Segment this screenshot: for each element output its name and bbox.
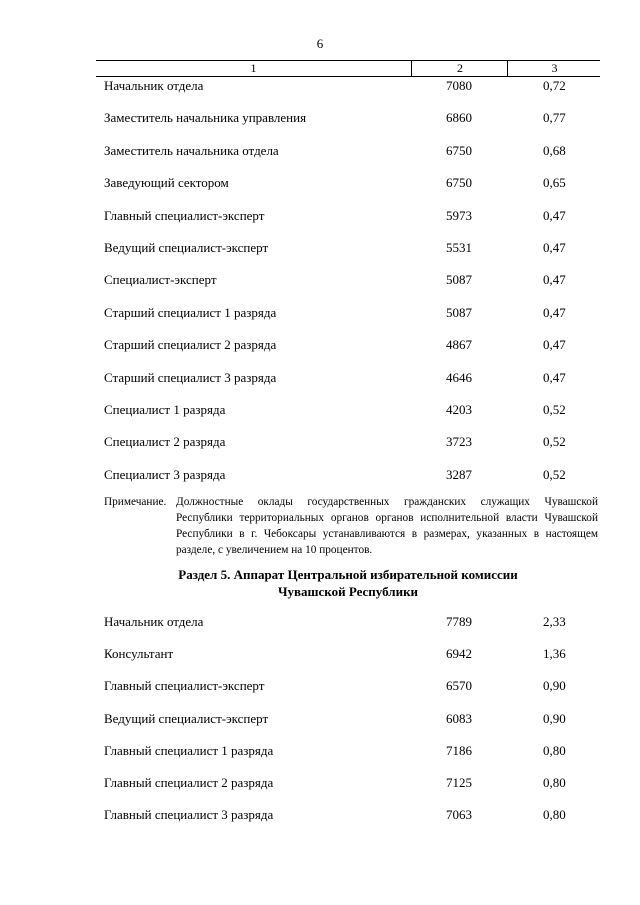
table-row (0, 775, 640, 793)
position-name: Главный специалист 3 разряда (104, 807, 274, 823)
coefficient-value: 0,47 (543, 207, 566, 223)
position-name: Специалист 2 разряда (104, 434, 226, 450)
coefficient-value: 2,33 (543, 614, 566, 629)
salary-value: 6750 (446, 142, 472, 158)
coefficient-value: 0,47 (543, 369, 566, 385)
table-row (0, 370, 640, 388)
table-row (0, 305, 640, 323)
position-name: Главный специалист 1 разряда (104, 742, 274, 758)
position-name: Заместитель начальника отдела (104, 142, 279, 158)
coefficient-value: 0,80 (543, 742, 566, 758)
position-name: Главный специалист-эксперт (104, 207, 265, 223)
coefficient-value: 0,52 (543, 466, 566, 482)
coefficient-value: 1,36 (543, 646, 566, 662)
position-name: Начальник отдела (104, 78, 204, 93)
coefficient-value: 0,47 (543, 272, 566, 288)
position-name: Старший специалист 1 разряда (104, 304, 277, 320)
position-name: Специалист 1 разряда (104, 402, 226, 417)
coefficient-value: 0,72 (543, 78, 566, 93)
table-row (0, 337, 640, 355)
table-row (0, 614, 640, 632)
salary-value: 6750 (446, 175, 472, 191)
position-name: Консультант (104, 646, 174, 662)
coefficient-value: 0,90 (543, 678, 566, 694)
coefficient-value: 0,80 (543, 775, 566, 790)
page-number: 6 (316, 36, 324, 51)
salary-value: 6860 (446, 110, 472, 126)
table-row (0, 175, 640, 193)
salary-value: 7789 (446, 614, 472, 629)
position-name: Начальник отдела (104, 614, 204, 629)
salary-value: 7125 (446, 775, 472, 790)
coefficient-value: 0,80 (543, 807, 566, 823)
coefficient-value: 0,47 (543, 337, 566, 353)
salary-value: 5973 (446, 207, 472, 223)
position-name: Старший специалист 3 разряда (104, 369, 277, 385)
salary-value: 6570 (446, 678, 472, 694)
salary-value: 5087 (446, 304, 472, 320)
position-name: Заместитель начальника управления (104, 110, 307, 126)
table-row (0, 240, 640, 258)
position-name: Главный специалист-эксперт (104, 678, 265, 694)
column-header-1: 1 (250, 61, 257, 75)
position-name: Специалист-эксперт (104, 272, 217, 288)
coefficient-value: 0,52 (543, 402, 566, 417)
coefficient-value: 0,65 (543, 175, 566, 191)
table-row (0, 646, 640, 664)
salary-value: 4203 (446, 402, 472, 417)
section-5-title-line-1: Раздел 5. Аппарат Центральной избирательной комиссии (178, 567, 518, 582)
table-row (0, 807, 640, 825)
table-row (0, 678, 640, 696)
coefficient-value: 0,90 (543, 710, 566, 726)
table-row (0, 78, 640, 96)
salary-value: 5087 (446, 272, 472, 288)
table-row (0, 402, 640, 420)
table-row (0, 743, 640, 761)
coefficient-value: 0,77 (543, 110, 566, 126)
table-row (0, 467, 640, 485)
coefficient-value: 0,52 (543, 434, 566, 450)
salary-value: 3723 (446, 434, 472, 450)
note-label: Примечание. (104, 496, 167, 508)
table-row (0, 272, 640, 290)
table-row (0, 711, 640, 729)
salary-value: 7063 (446, 807, 472, 823)
coefficient-value: 0,68 (543, 142, 566, 158)
section-5-title (96, 566, 600, 600)
table-column-header (96, 60, 600, 77)
column-header-3: 3 (507, 61, 601, 76)
table-row (0, 143, 640, 161)
salary-value: 7080 (446, 78, 472, 93)
table-row (0, 208, 640, 226)
salary-value: 5531 (446, 240, 472, 255)
salary-value: 4646 (446, 369, 472, 385)
salary-value: 4867 (446, 337, 472, 353)
position-name: Главный специалист 2 разряда (104, 775, 274, 790)
note-text: Должностные оклады государственных гражданских служащих Чувашской Республики территориальных органов органов исполнительной власти Чувашской Республики в г. Чебоксары устанавливаются в размерах, указанных в настоящем разделе, с увеличением на 10 процентов. (176, 496, 598, 556)
position-name: Ведущий специалист-эксперт (104, 710, 269, 726)
coefficient-value: 0,47 (543, 240, 566, 255)
coefficient-value: 0,47 (543, 304, 566, 320)
salary-value: 3287 (446, 466, 472, 482)
position-name: Специалист 3 разряда (104, 466, 226, 482)
table-row (0, 434, 640, 452)
position-name: Ведущий специалист-эксперт (104, 240, 269, 255)
table-row (0, 110, 640, 128)
salary-value: 7186 (446, 742, 472, 758)
salary-value: 6942 (446, 646, 472, 662)
column-header-2: 2 (411, 61, 508, 76)
position-name: Старший специалист 2 разряда (104, 337, 277, 353)
section-5-title-line-2: Чувашской Республики (277, 584, 419, 599)
position-name: Заведующий сектором (104, 175, 229, 191)
salary-value: 6083 (446, 710, 472, 726)
